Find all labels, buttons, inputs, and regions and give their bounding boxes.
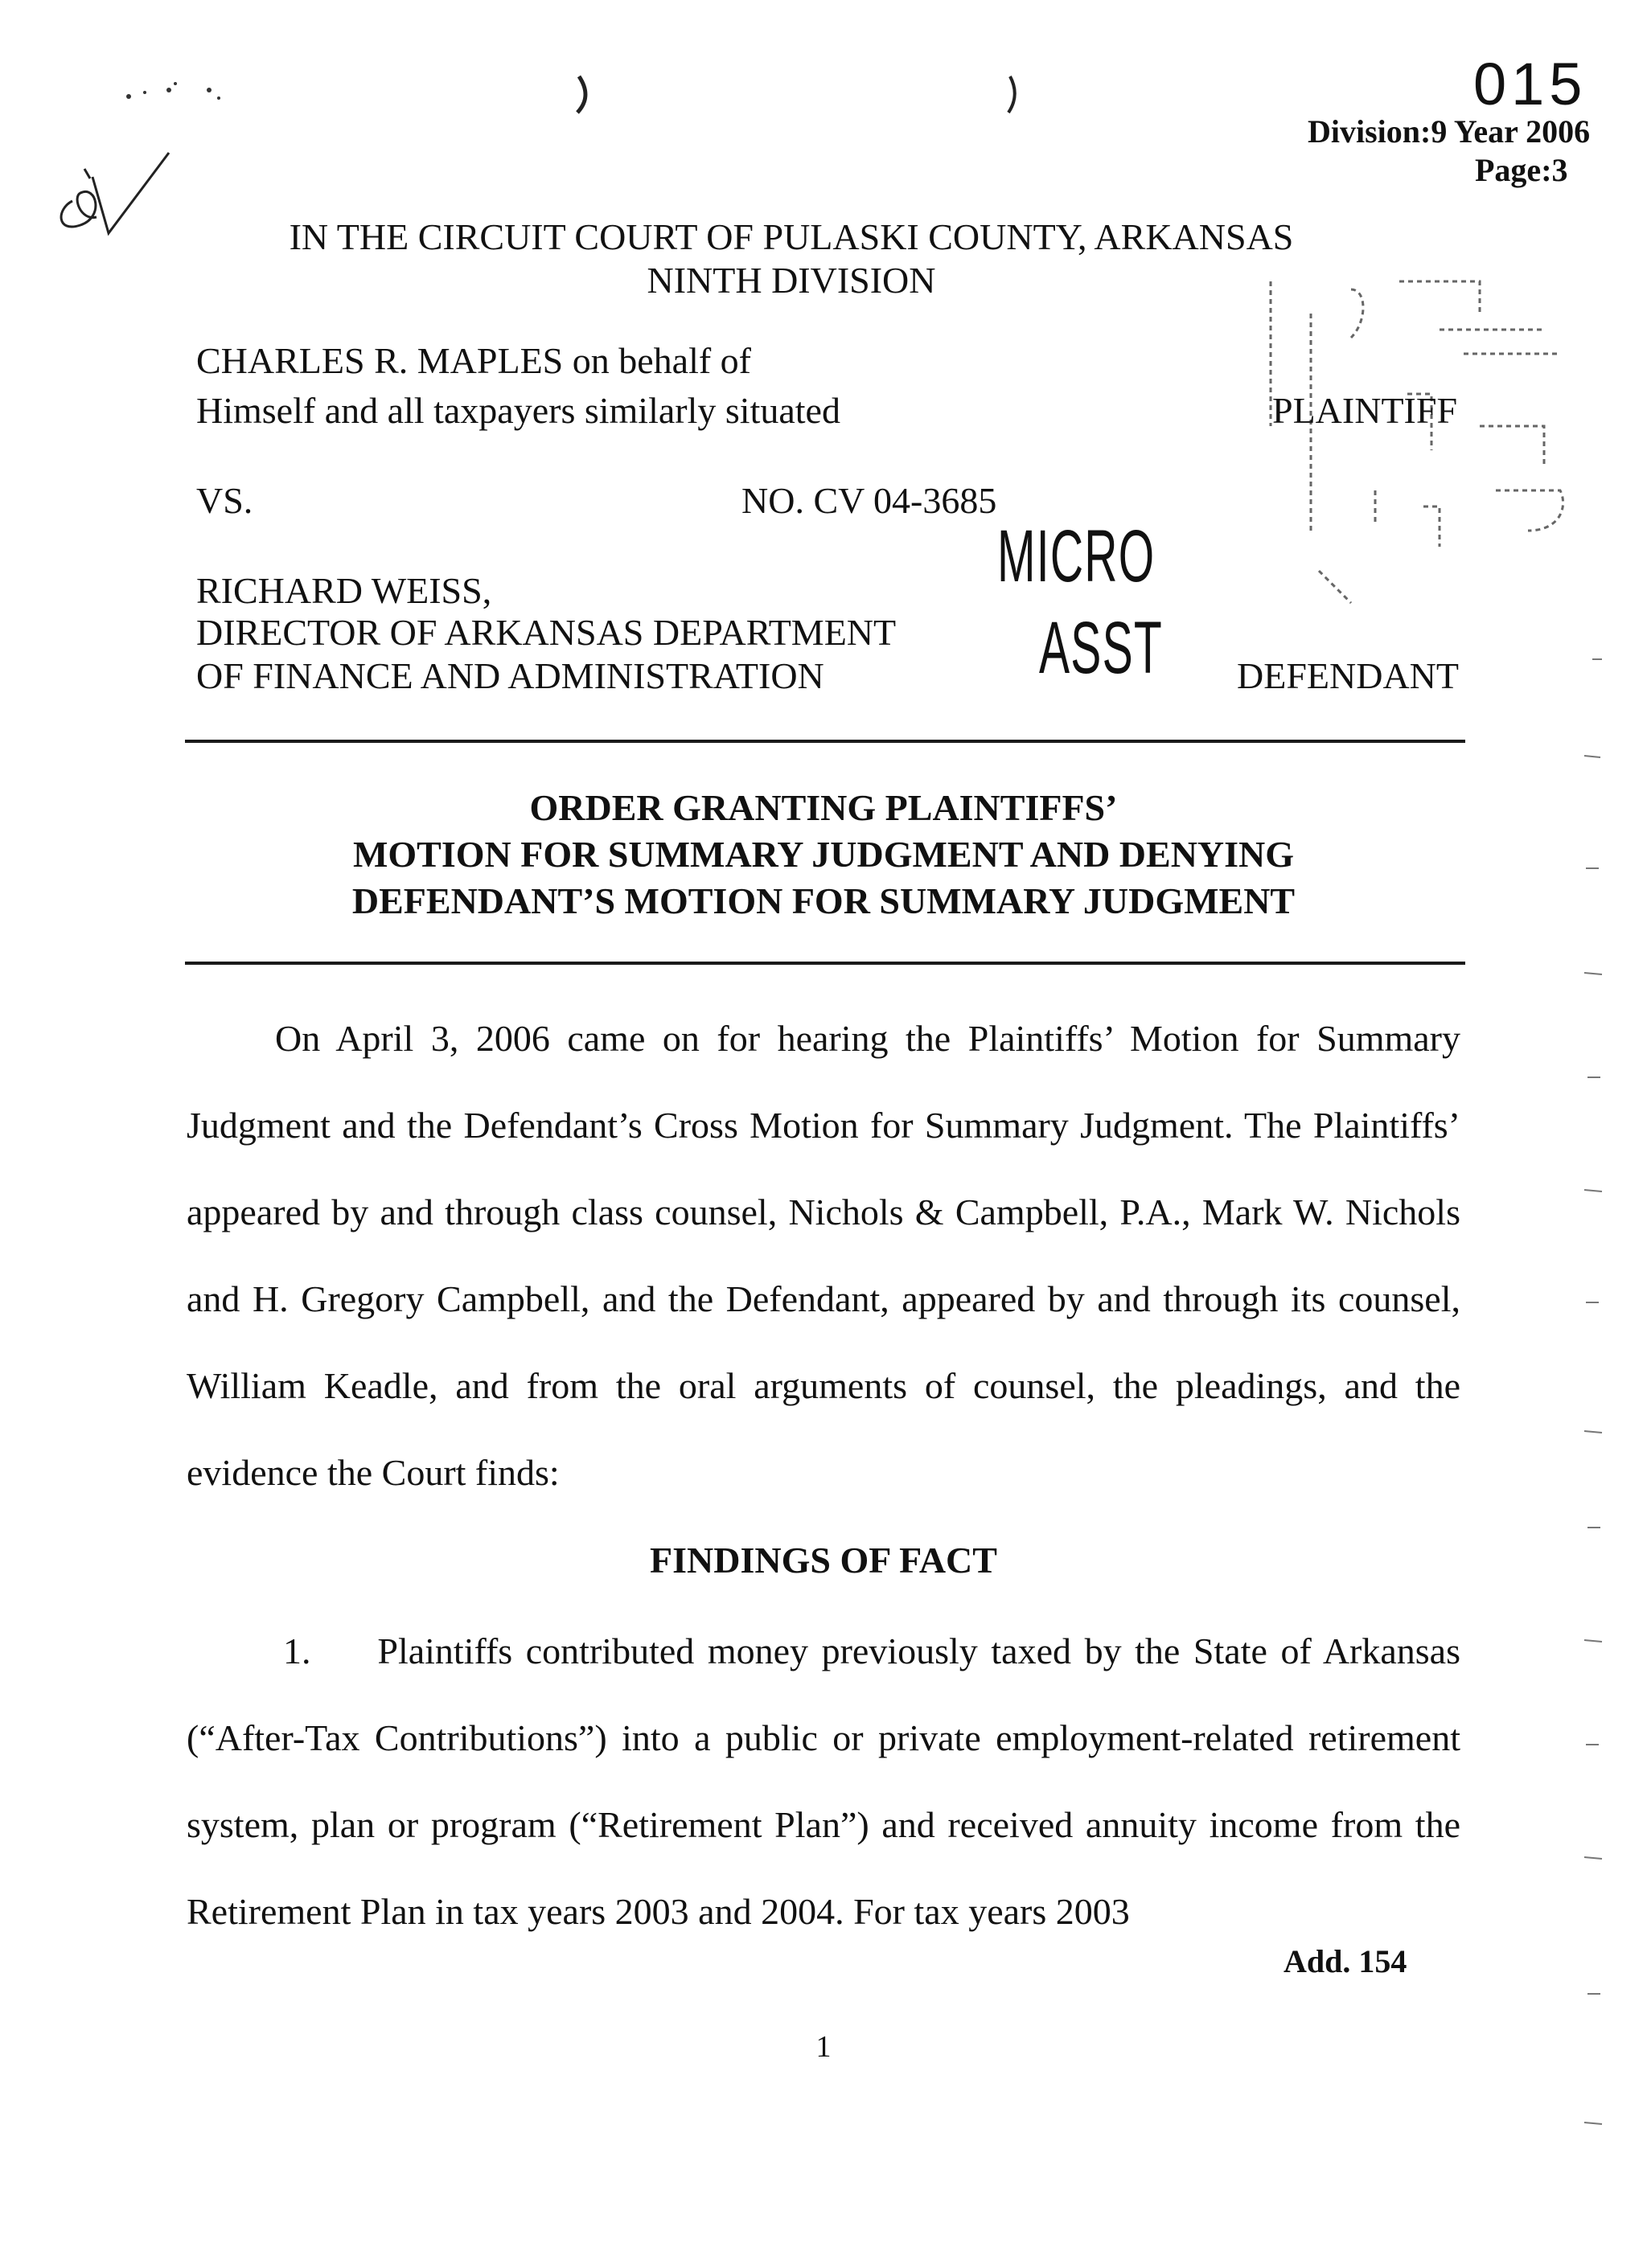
plaintiff-label: PLAINTIFF	[1272, 390, 1458, 431]
case-number: NO. CV 04-3685	[741, 480, 997, 521]
defendant-title-line2: OF FINANCE AND ADMINISTRATION	[196, 655, 824, 696]
plaintiff-name: CHARLES R. MAPLES on behalf of	[196, 340, 751, 381]
plaintiff-description: Himself and all taxpayers similarly situated	[196, 390, 840, 431]
micro-stamp-text: MICRO	[997, 515, 1156, 597]
page-number: 1	[815, 2030, 832, 2064]
divider-top	[185, 740, 1465, 743]
scan-specks	[113, 72, 627, 121]
filing-stamp-division: Division:9 Year 2006	[1308, 113, 1591, 150]
filing-stamp-number: 015	[1473, 51, 1587, 117]
order-title-line3: DEFENDANT’S MOTION FOR SUMMARY JUDGMENT	[351, 880, 1296, 921]
asst-stamp-text: ASST	[1039, 607, 1163, 689]
order-title-line2: MOTION FOR SUMMARY JUDGMENT AND DENYING	[352, 834, 1295, 875]
scan-mark	[1000, 72, 1025, 121]
court-division: NINTH DIVISION	[647, 260, 936, 301]
findings-heading: FINDINGS OF FACT	[650, 1540, 997, 1581]
body-paragraph-1: On April 3, 2006 came on for hearing the Plaintiffs’ Motion for Summary Judgment and the Defendant’s Cross Motion for Summary Judgment. The Plaintiffs’ appeared by and through class counsel, Nichols & Campbell, P.A., Mark W. Nichols and H. Gregory Campbell, and the Defendant, appeared by and through its counsel, William Keadle, and from the oral arguments of counsel, the pleadings, and the evidence the Court finds:	[187, 1018, 1460, 1493]
body-paragraph-2: 1. Plaintiffs contributed money previously taxed by the State of Arkansas (“After-Tax Contributions”) into a public or private employment-related retirement system, plan or program (“Retirement Plan”) and received annuity income from the Retirement Plan in tax years 2003 and 2004. For tax years 2003	[187, 1630, 1470, 1932]
margin-scan-marks	[1552, 627, 1633, 2139]
defendant-label: DEFENDANT	[1237, 655, 1459, 696]
filing-stamp-page: Page:3	[1475, 152, 1568, 188]
divider-bottom	[185, 962, 1465, 965]
filed-clerk-stamp	[1238, 265, 1584, 619]
addendum-label: Add. 154	[1284, 1943, 1407, 1979]
defendant-title-line1: DIRECTOR OF ARKANSAS DEPARTMENT	[196, 612, 897, 653]
defendant-name: RICHARD WEISS,	[196, 570, 492, 611]
versus-label: VS.	[196, 480, 253, 521]
court-name: IN THE CIRCUIT COURT OF PULASKI COUNTY, ARKANSAS	[289, 216, 1294, 257]
order-title-line1: ORDER GRANTING PLAINTIFFS’	[529, 787, 1118, 828]
